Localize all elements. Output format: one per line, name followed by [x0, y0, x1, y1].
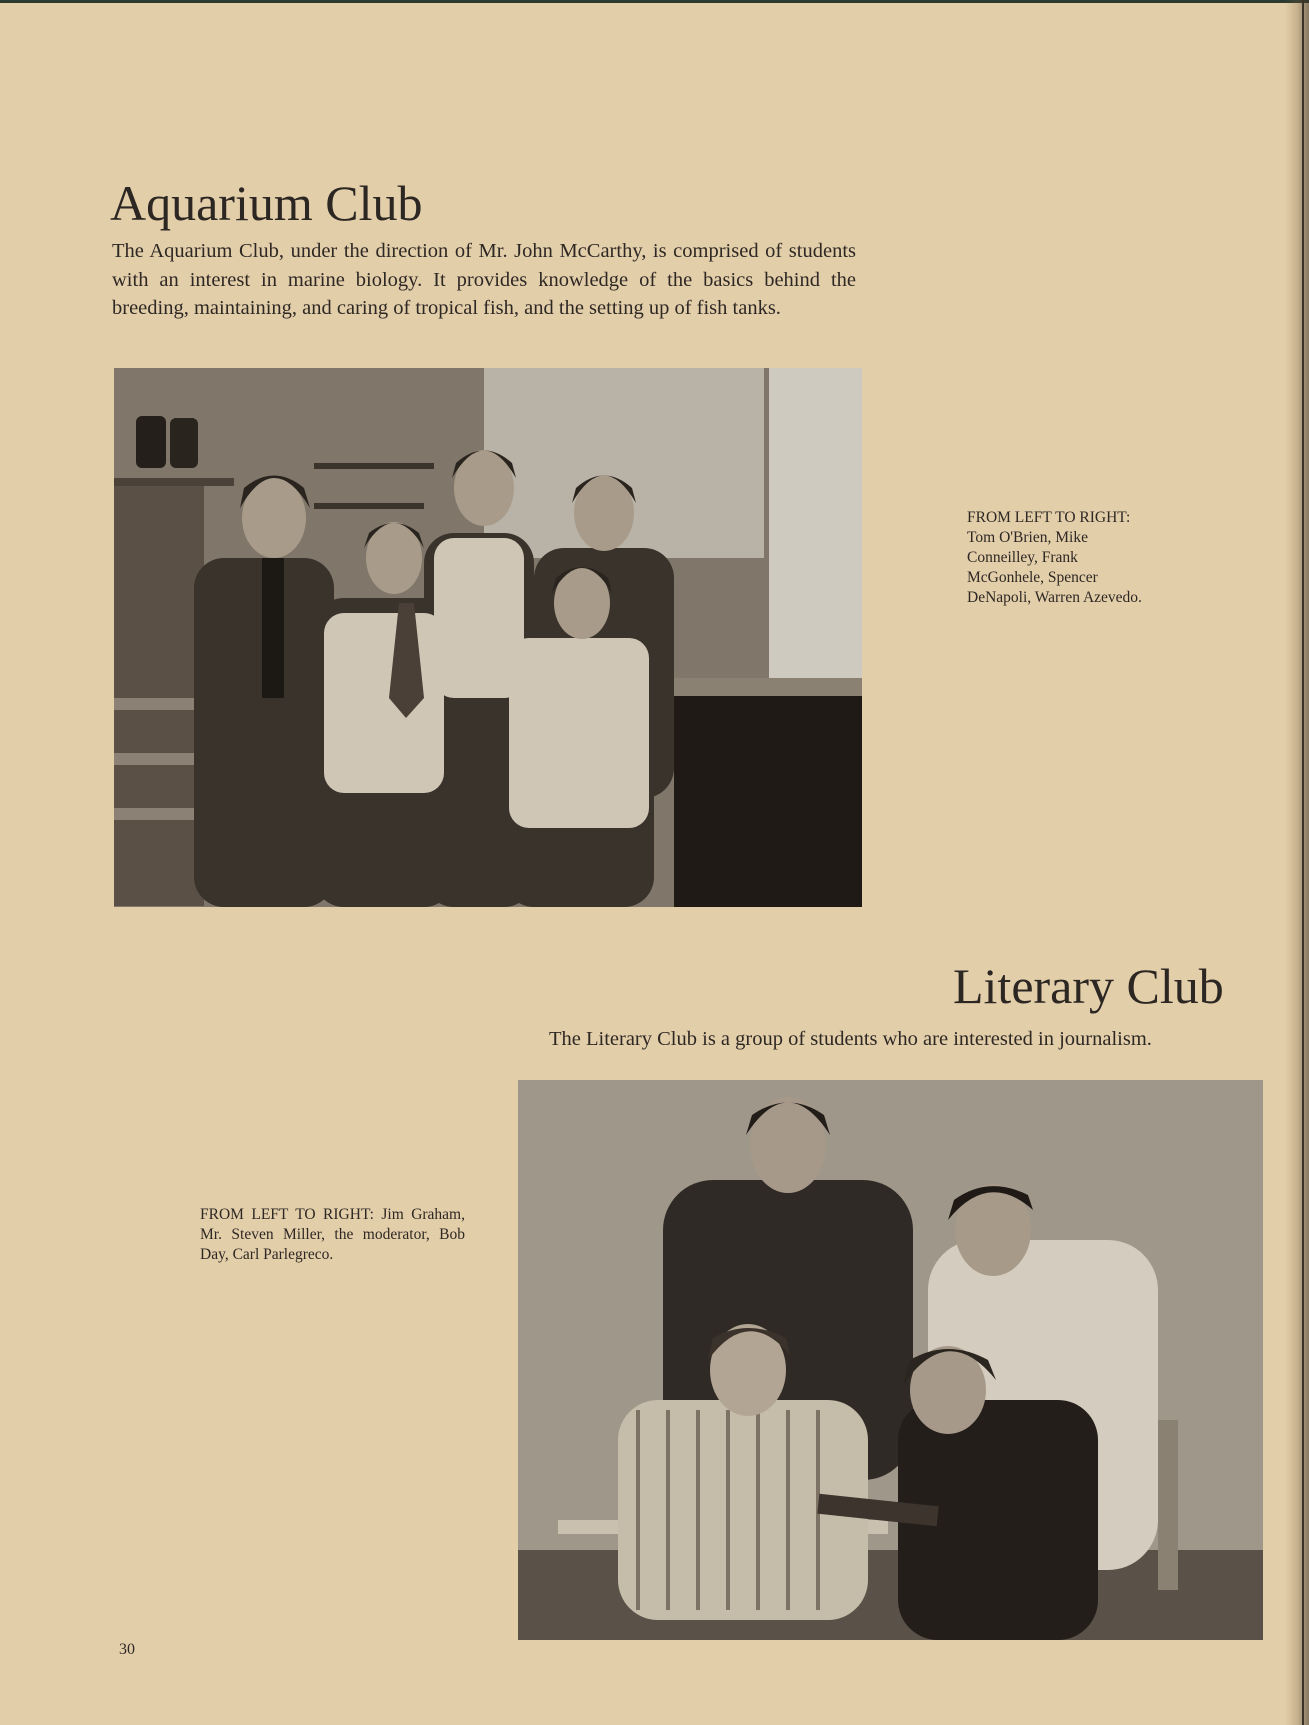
aquarium-club-description: The Aquarium Club, under the direction of Mr. John McCarthy, is comprised of students with an interest in marine biology. It provides knowledge of the basics behind the breeding, maintaining, and caring of tropical fish, and the setting up of fish tanks.: [112, 240, 856, 319]
page-top-edge: [0, 0, 1309, 3]
page-number: 30: [119, 1641, 135, 1658]
literary-photo-illustration: [518, 1080, 1263, 1640]
aquarium-club-caption: FROM LEFT TO RIGHT: Tom O'Brien, Mike Conneilley, Frank McGonhele, Spencer DeNapoli, Warren Azevedo.: [967, 509, 1142, 606]
aquarium-photo-illustration: [114, 368, 862, 907]
literary-club-photo: [518, 1080, 1263, 1640]
aquarium-club-photo: [114, 368, 862, 907]
binding-shadow: [1285, 0, 1309, 1725]
literary-club-caption: FROM LEFT TO RIGHT: Jim Graham, Mr. Steven Miller, the moderator, Bob Day, Carl Parlegreco.: [200, 1206, 465, 1263]
aquarium-club-title: Aquarium Club: [110, 175, 423, 231]
binding-edge: [1302, 0, 1304, 1725]
literary-club-title: Literary Club: [953, 958, 1224, 1014]
literary-club-description: The Literary Club is a group of students who are interested in journalism.: [549, 1028, 1152, 1050]
